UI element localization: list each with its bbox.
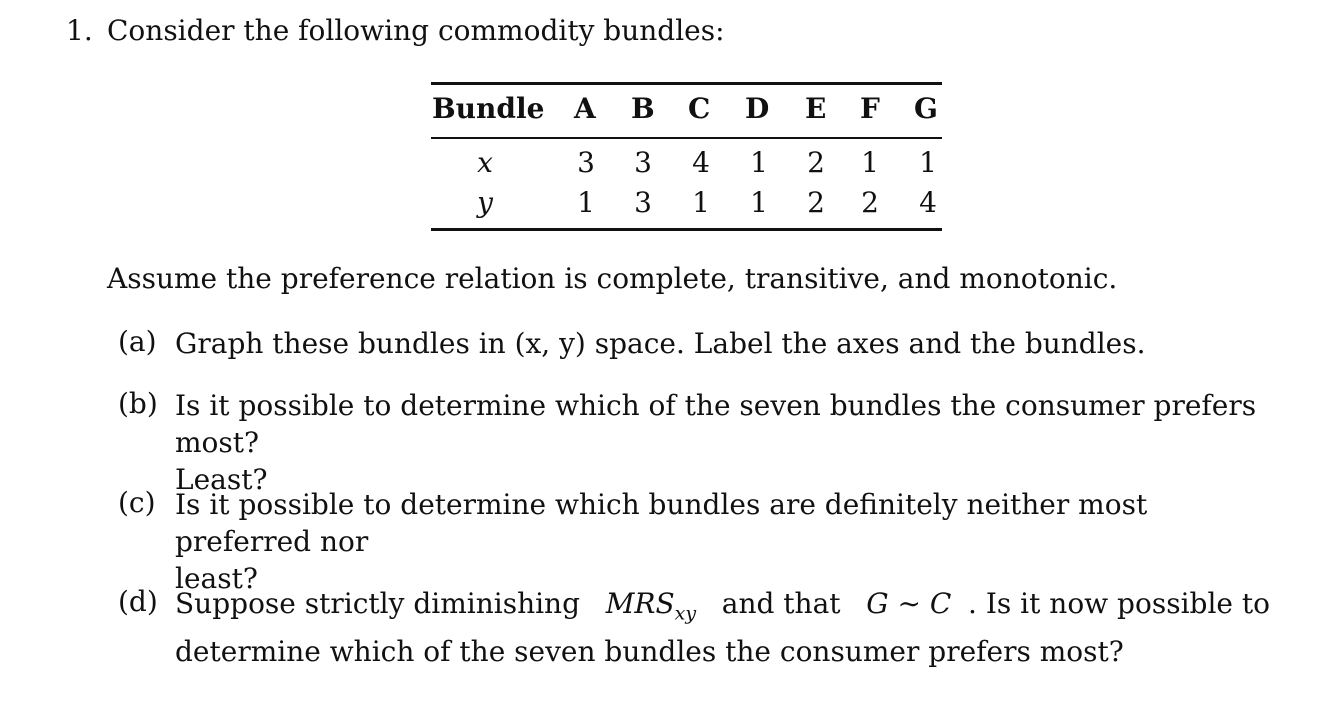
mrs-symbol: MRS (605, 587, 675, 620)
part-c-label: (c) (118, 486, 156, 519)
part-d-line1 (175, 585, 1270, 633)
part-d-line2: determine which of the seven bundles the consumer prefers most? (175, 634, 1124, 668)
table-cell: 1 (919, 146, 937, 179)
table-cell: 2 (807, 146, 825, 179)
table-cell: 1 (861, 146, 879, 179)
table-header-col: D (745, 92, 770, 125)
table-cell: 1 (750, 146, 768, 179)
table-cell: 3 (634, 186, 652, 219)
part-a-label: (a) (118, 325, 157, 358)
part-b-line1: Is it possible to determine which of the seven bundles the consumer prefers most? (175, 389, 1257, 459)
indifference-symbol: ∼ (888, 587, 930, 620)
part-c-text (175, 486, 1270, 597)
table-cell: 2 (861, 186, 879, 219)
table-header-col: A (574, 92, 596, 125)
part-b-text (175, 387, 1270, 498)
table-top-rule (431, 82, 942, 85)
part-d-text (175, 585, 1270, 707)
table-header-col: B (631, 92, 655, 125)
table-row-label-x: x (477, 146, 493, 179)
mrs-subscript: xy (674, 602, 697, 625)
part-d-word: and that (712, 587, 850, 620)
table-cell: 1 (577, 186, 595, 219)
question-number: 1. (66, 14, 93, 47)
table-cell: 4 (692, 146, 710, 179)
question-intro: Consider the following commodity bundles: (107, 14, 725, 47)
table-cell: 2 (807, 186, 825, 219)
part-a-text: Graph these bundles in (x, y) space. Label the axes and the bundles. (175, 327, 1146, 360)
table-header-col: G (914, 92, 938, 125)
table-cell: 3 (634, 146, 652, 179)
part-c-line1: Is it possible to determine which bundles are definitely neither most preferred nor (175, 488, 1148, 558)
table-cell: 3 (577, 146, 595, 179)
part-d-word: Suppose strictly diminishing (175, 587, 589, 620)
part-d-label: (d) (118, 585, 158, 618)
part-b-line2: Least? (175, 463, 268, 496)
table-cell: 4 (919, 186, 937, 219)
table-row-label-y: y (477, 186, 493, 219)
table-header-bundle: Bundle (432, 92, 545, 125)
table-mid-rule (431, 137, 942, 139)
table-header-col: F (860, 92, 880, 125)
part-b-label: (b) (118, 387, 158, 420)
table-header-col: C (688, 92, 711, 125)
table-header-col: E (805, 92, 827, 125)
bundle-c-symbol: C (929, 587, 952, 620)
assumption-text: Assume the preference relation is complete, transitive, and monotonic. (107, 262, 1118, 295)
part-c-line2: least? (175, 562, 258, 595)
part-d-word: . Is it now possible to (968, 587, 1270, 620)
bundle-g-symbol: G (866, 587, 889, 620)
table-cell: 1 (750, 186, 768, 219)
table-cell: 1 (692, 186, 710, 219)
table-bottom-rule (431, 228, 942, 231)
